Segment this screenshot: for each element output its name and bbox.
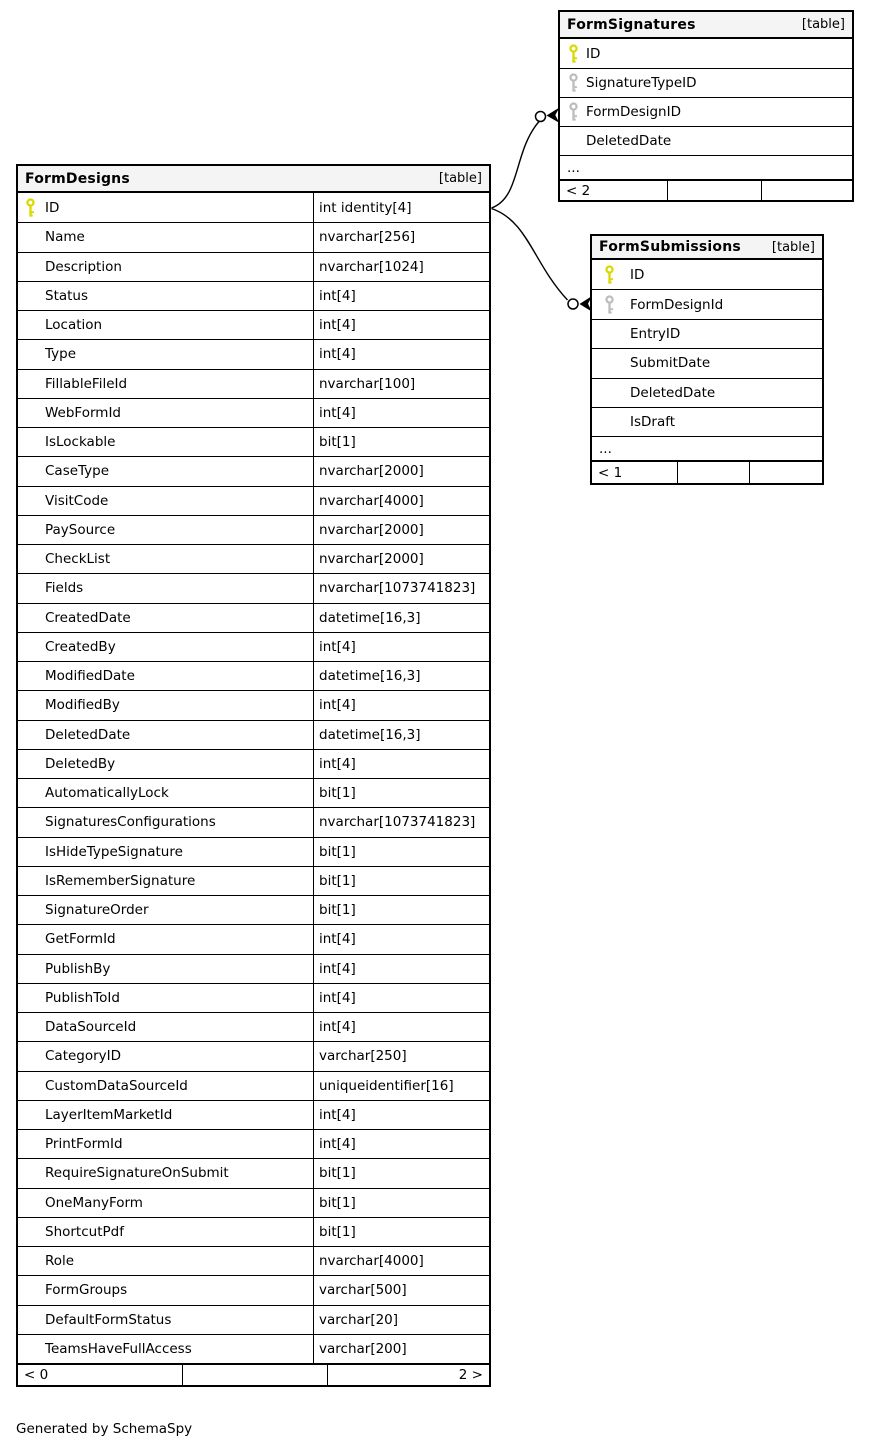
- column-name-cell: [18, 955, 313, 983]
- column-name: EntryID: [630, 325, 681, 342]
- column-name: RequireSignatureOnSubmit: [45, 1165, 229, 1182]
- footer-cell: 2 >: [458, 1367, 483, 1383]
- column-row-ModifiedBy: [18, 690, 489, 719]
- column-row-DeletedDate: [18, 720, 489, 749]
- footer-cell: [762, 181, 852, 200]
- column-name-cell: [18, 1101, 313, 1129]
- column-row-Fields: [18, 573, 489, 602]
- column-row-EntryID: [592, 319, 822, 348]
- column-type: bit[1]: [313, 779, 489, 807]
- column-row-AutomaticallyLock: [18, 778, 489, 807]
- cardinality-circle: [568, 299, 578, 309]
- column-type: datetime[16,3]: [313, 662, 489, 690]
- column-row-CategoryID: [18, 1041, 489, 1070]
- column-type: nvarchar[2000]: [313, 545, 489, 573]
- column-row-ShortcutPdf: [18, 1217, 489, 1246]
- column-name-cell: [18, 253, 313, 281]
- primary-key-icon: [604, 265, 615, 285]
- column-name-cell: [18, 1189, 313, 1217]
- column-name-cell: [18, 633, 313, 661]
- column-name: FormGroups: [45, 1282, 128, 1299]
- column-type: varchar[200]: [313, 1335, 489, 1363]
- column-name: LayerItemMarketId: [45, 1106, 173, 1123]
- column-type: nvarchar[1024]: [313, 253, 489, 281]
- column-name: CheckList: [45, 551, 111, 568]
- column-name-cell: [592, 379, 822, 407]
- column-name: SubmitDate: [630, 355, 711, 372]
- column-row-WebFormId: [18, 398, 489, 427]
- column-name: CustomDataSourceId: [45, 1077, 188, 1094]
- column-name: ID: [45, 199, 60, 216]
- column-type: nvarchar[4000]: [313, 1247, 489, 1275]
- column-name-cell: [18, 925, 313, 953]
- column-type: int[4]: [313, 340, 489, 368]
- column-name-cell: [18, 193, 313, 222]
- column-name-cell: [18, 1042, 313, 1070]
- column-name: GetFormId: [45, 931, 116, 948]
- column-name-cell: [592, 408, 822, 436]
- column-type: varchar[20]: [313, 1306, 489, 1334]
- column-row-LayerItemMarketId: [18, 1100, 489, 1129]
- column-name: FormDesignId: [630, 296, 724, 313]
- column-name: SignatureTypeID: [586, 75, 697, 91]
- column-name: ID: [630, 266, 645, 283]
- column-name: IsLockable: [45, 434, 116, 451]
- column-name: OneManyForm: [45, 1194, 143, 1211]
- column-row-IsRememberSignature: [18, 866, 489, 895]
- column-name-cell: [18, 1218, 313, 1246]
- column-row-DataSourceId: [18, 1012, 489, 1041]
- column-type: nvarchar[1073741823]: [313, 808, 489, 836]
- column-type: int[4]: [313, 750, 489, 778]
- column-row-IsLockable: [18, 427, 489, 456]
- footer-cell: [183, 1365, 328, 1385]
- relationship-formdesigns-formsignatures: [492, 108, 560, 209]
- column-name: CaseType: [45, 463, 110, 480]
- column-row-ID: [18, 193, 489, 222]
- column-name-cell: [18, 779, 313, 807]
- column-type: nvarchar[1073741823]: [313, 574, 489, 602]
- column-type: uniqueidentifier[16]: [313, 1072, 489, 1100]
- column-type: varchar[250]: [313, 1042, 489, 1070]
- column-name-cell: [18, 223, 313, 251]
- column-row-OneManyForm: [18, 1188, 489, 1217]
- footer-cell: < 2: [560, 181, 668, 200]
- column-name: ModifiedBy: [45, 697, 120, 714]
- ellipsis-row: ...: [560, 155, 852, 179]
- column-name-cell: [18, 604, 313, 632]
- column-name: CategoryID: [45, 1048, 122, 1065]
- column-row-TeamsHaveFullAccess: [18, 1334, 489, 1363]
- column-name-cell: [18, 1072, 313, 1100]
- column-type: int[4]: [313, 282, 489, 310]
- primary-key-icon: [568, 44, 579, 64]
- column-name-cell: [18, 457, 313, 485]
- column-name: SignaturesConfigurations: [45, 814, 216, 831]
- column-name: DeletedDate: [630, 384, 716, 401]
- column-type: int identity[4]: [313, 193, 489, 222]
- column-name: Description: [45, 258, 122, 275]
- relationship-formdesigns-formsubmissions: [492, 209, 593, 312]
- column-name: ID: [586, 45, 601, 62]
- column-row-CreatedDate: [18, 603, 489, 632]
- column-row-ID: [560, 39, 852, 68]
- column-row-PublishToId: [18, 983, 489, 1012]
- column-type: bit[1]: [313, 896, 489, 924]
- column-row-DeletedBy: [18, 749, 489, 778]
- table-footer: [592, 460, 822, 483]
- column-row-DeletedDate: [592, 378, 822, 407]
- column-name-cell: [18, 370, 313, 398]
- table-title[interactable]: FormSubmissions: [599, 239, 741, 255]
- table-rows: [592, 260, 822, 436]
- column-name-cell: [18, 282, 313, 310]
- column-type: int[4]: [313, 925, 489, 953]
- ellipsis-row: ...: [592, 436, 822, 460]
- column-name-cell: [18, 1276, 313, 1304]
- column-name: TeamsHaveFullAccess: [45, 1340, 192, 1357]
- column-name-cell: [18, 1130, 313, 1158]
- column-name-cell: [560, 127, 852, 155]
- column-name: VisitCode: [45, 492, 109, 509]
- column-name: ModifiedDate: [45, 668, 135, 685]
- column-name: IsRememberSignature: [45, 872, 196, 889]
- column-type: bit[1]: [313, 428, 489, 456]
- column-name: Role: [45, 1253, 75, 1270]
- column-name: PrintFormId: [45, 1136, 123, 1153]
- column-name-cell: [18, 662, 313, 690]
- column-name: PublishToId: [45, 989, 120, 1006]
- column-type: nvarchar[4000]: [313, 487, 489, 515]
- column-name-cell: [18, 808, 313, 836]
- column-name-cell: [592, 320, 822, 348]
- column-row-Role: [18, 1246, 489, 1275]
- relationship-curve: [492, 122, 540, 209]
- column-row-CustomDataSourceId: [18, 1071, 489, 1100]
- column-type: bit[1]: [313, 838, 489, 866]
- table-node-FormSubmissions: [590, 234, 824, 485]
- column-row-Description: [18, 252, 489, 281]
- column-type: datetime[16,3]: [313, 721, 489, 749]
- table-node-FormSignatures: [558, 10, 854, 202]
- footer-cell: [750, 462, 822, 483]
- column-name: Name: [45, 229, 85, 246]
- column-row-CheckList: [18, 544, 489, 573]
- column-row-FormDesignId: [592, 289, 822, 318]
- column-type: int[4]: [313, 691, 489, 719]
- footer-cell: [678, 462, 750, 483]
- column-row-CaseType: [18, 456, 489, 485]
- column-name-cell: [18, 311, 313, 339]
- column-name-cell: [18, 399, 313, 427]
- column-name-cell: [18, 867, 313, 895]
- column-name-cell: [18, 545, 313, 573]
- column-name: DeletedBy: [45, 755, 116, 772]
- table-footer: [560, 179, 852, 200]
- column-row-Location: [18, 310, 489, 339]
- column-row-FormGroups: [18, 1275, 489, 1304]
- column-type: int[4]: [313, 633, 489, 661]
- table-title[interactable]: FormDesigns: [25, 170, 130, 187]
- column-type: int[4]: [313, 955, 489, 983]
- column-row-PublishBy: [18, 954, 489, 983]
- column-type: varchar[500]: [313, 1276, 489, 1304]
- column-row-Name: [18, 222, 489, 251]
- column-name-cell: [18, 750, 313, 778]
- column-row-FillableFileId: [18, 369, 489, 398]
- table-rows: [560, 39, 852, 155]
- generated-by-note: Generated by SchemaSpy: [16, 1421, 193, 1437]
- column-name-cell: [18, 428, 313, 456]
- foreign-key-icon: [568, 102, 579, 122]
- column-name-cell: [18, 1013, 313, 1041]
- column-name: PaySource: [45, 521, 116, 538]
- column-name: CreatedDate: [45, 609, 131, 626]
- column-type: int[4]: [313, 311, 489, 339]
- column-row-ModifiedDate: [18, 661, 489, 690]
- column-name-cell: [592, 290, 822, 318]
- column-name-cell: [592, 349, 822, 377]
- column-name: Fields: [45, 580, 84, 597]
- column-type: int[4]: [313, 1101, 489, 1129]
- column-name: PublishBy: [45, 960, 111, 977]
- table-badge: [table]: [801, 17, 845, 32]
- column-type: bit[1]: [313, 1218, 489, 1246]
- column-name-cell: [560, 98, 852, 126]
- table-header: [560, 12, 852, 39]
- primary-key-icon: [25, 198, 36, 218]
- column-name: CreatedBy: [45, 638, 116, 655]
- column-name-cell: [18, 838, 313, 866]
- column-name: IsDraft: [630, 414, 676, 431]
- table-node-FormDesigns: [16, 164, 491, 1387]
- column-name: DeletedDate: [45, 726, 131, 743]
- column-row-DeletedDate: [560, 126, 852, 155]
- column-name: IsHideTypeSignature: [45, 843, 183, 860]
- column-row-SignaturesConfigurations: [18, 807, 489, 836]
- column-name: DeletedDate: [586, 133, 672, 149]
- column-row-CreatedBy: [18, 632, 489, 661]
- column-row-Type: [18, 339, 489, 368]
- column-name-cell: [18, 1335, 313, 1363]
- table-title[interactable]: FormSignatures: [567, 16, 696, 33]
- foreign-key-icon: [604, 295, 615, 315]
- column-row-IsDraft: [592, 407, 822, 436]
- column-type: nvarchar[256]: [313, 223, 489, 251]
- column-name-cell: [18, 487, 313, 515]
- column-name: SignatureOrder: [45, 902, 149, 919]
- column-name-cell: [18, 516, 313, 544]
- column-name-cell: [18, 1247, 313, 1275]
- column-name: AutomaticallyLock: [45, 785, 169, 802]
- footer-cell: [668, 181, 762, 200]
- table-badge: [table]: [771, 239, 815, 255]
- column-type: int[4]: [313, 1013, 489, 1041]
- column-name-cell: [18, 896, 313, 924]
- column-type: bit[1]: [313, 1159, 489, 1187]
- column-name-cell: [18, 1159, 313, 1187]
- column-name: Type: [45, 346, 77, 363]
- table-header: [18, 166, 489, 193]
- column-type: bit[1]: [313, 1189, 489, 1217]
- table-footer: [18, 1363, 489, 1385]
- column-type: nvarchar[2000]: [313, 457, 489, 485]
- footer-cell: < 1: [592, 462, 678, 483]
- column-name-cell: [18, 721, 313, 749]
- column-type: int[4]: [313, 399, 489, 427]
- column-row-IsHideTypeSignature: [18, 837, 489, 866]
- column-type: nvarchar[100]: [313, 370, 489, 398]
- column-row-FormDesignID: [560, 97, 852, 126]
- column-row-VisitCode: [18, 486, 489, 515]
- column-name-cell: [560, 39, 852, 68]
- column-name-cell: [592, 260, 822, 289]
- foreign-key-icon: [568, 73, 579, 93]
- column-name: FillableFileId: [45, 375, 128, 392]
- column-name-cell: [18, 1306, 313, 1334]
- cardinality-circle: [536, 112, 546, 122]
- footer-cell: < 0: [18, 1365, 183, 1385]
- column-name: DataSourceId: [45, 1019, 137, 1036]
- column-name: FormDesignID: [586, 104, 681, 120]
- column-type: bit[1]: [313, 867, 489, 895]
- column-name: WebFormId: [45, 404, 121, 421]
- column-name-cell: [18, 340, 313, 368]
- column-type: int[4]: [313, 984, 489, 1012]
- column-name: ShortcutPdf: [45, 1223, 124, 1240]
- column-row-RequireSignatureOnSubmit: [18, 1158, 489, 1187]
- column-row-SubmitDate: [592, 348, 822, 377]
- column-name-cell: [18, 984, 313, 1012]
- column-name-cell: [18, 574, 313, 602]
- column-type: nvarchar[2000]: [313, 516, 489, 544]
- relationship-curve: [492, 209, 568, 301]
- column-type: datetime[16,3]: [313, 604, 489, 632]
- column-name: Status: [45, 287, 89, 304]
- column-row-SignatureTypeID: [560, 68, 852, 97]
- column-row-SignatureOrder: [18, 895, 489, 924]
- column-row-GetFormId: [18, 924, 489, 953]
- column-name-cell: [18, 691, 313, 719]
- table-rows: [18, 193, 489, 1363]
- column-row-DefaultFormStatus: [18, 1305, 489, 1334]
- column-name: Location: [45, 317, 103, 334]
- column-type: int[4]: [313, 1130, 489, 1158]
- column-name: DefaultFormStatus: [45, 1311, 172, 1328]
- column-row-Status: [18, 281, 489, 310]
- column-row-PrintFormId: [18, 1129, 489, 1158]
- column-row-PaySource: [18, 515, 489, 544]
- table-badge: [table]: [438, 171, 482, 186]
- column-name-cell: [560, 69, 852, 97]
- table-header: [592, 236, 822, 260]
- column-row-ID: [592, 260, 822, 289]
